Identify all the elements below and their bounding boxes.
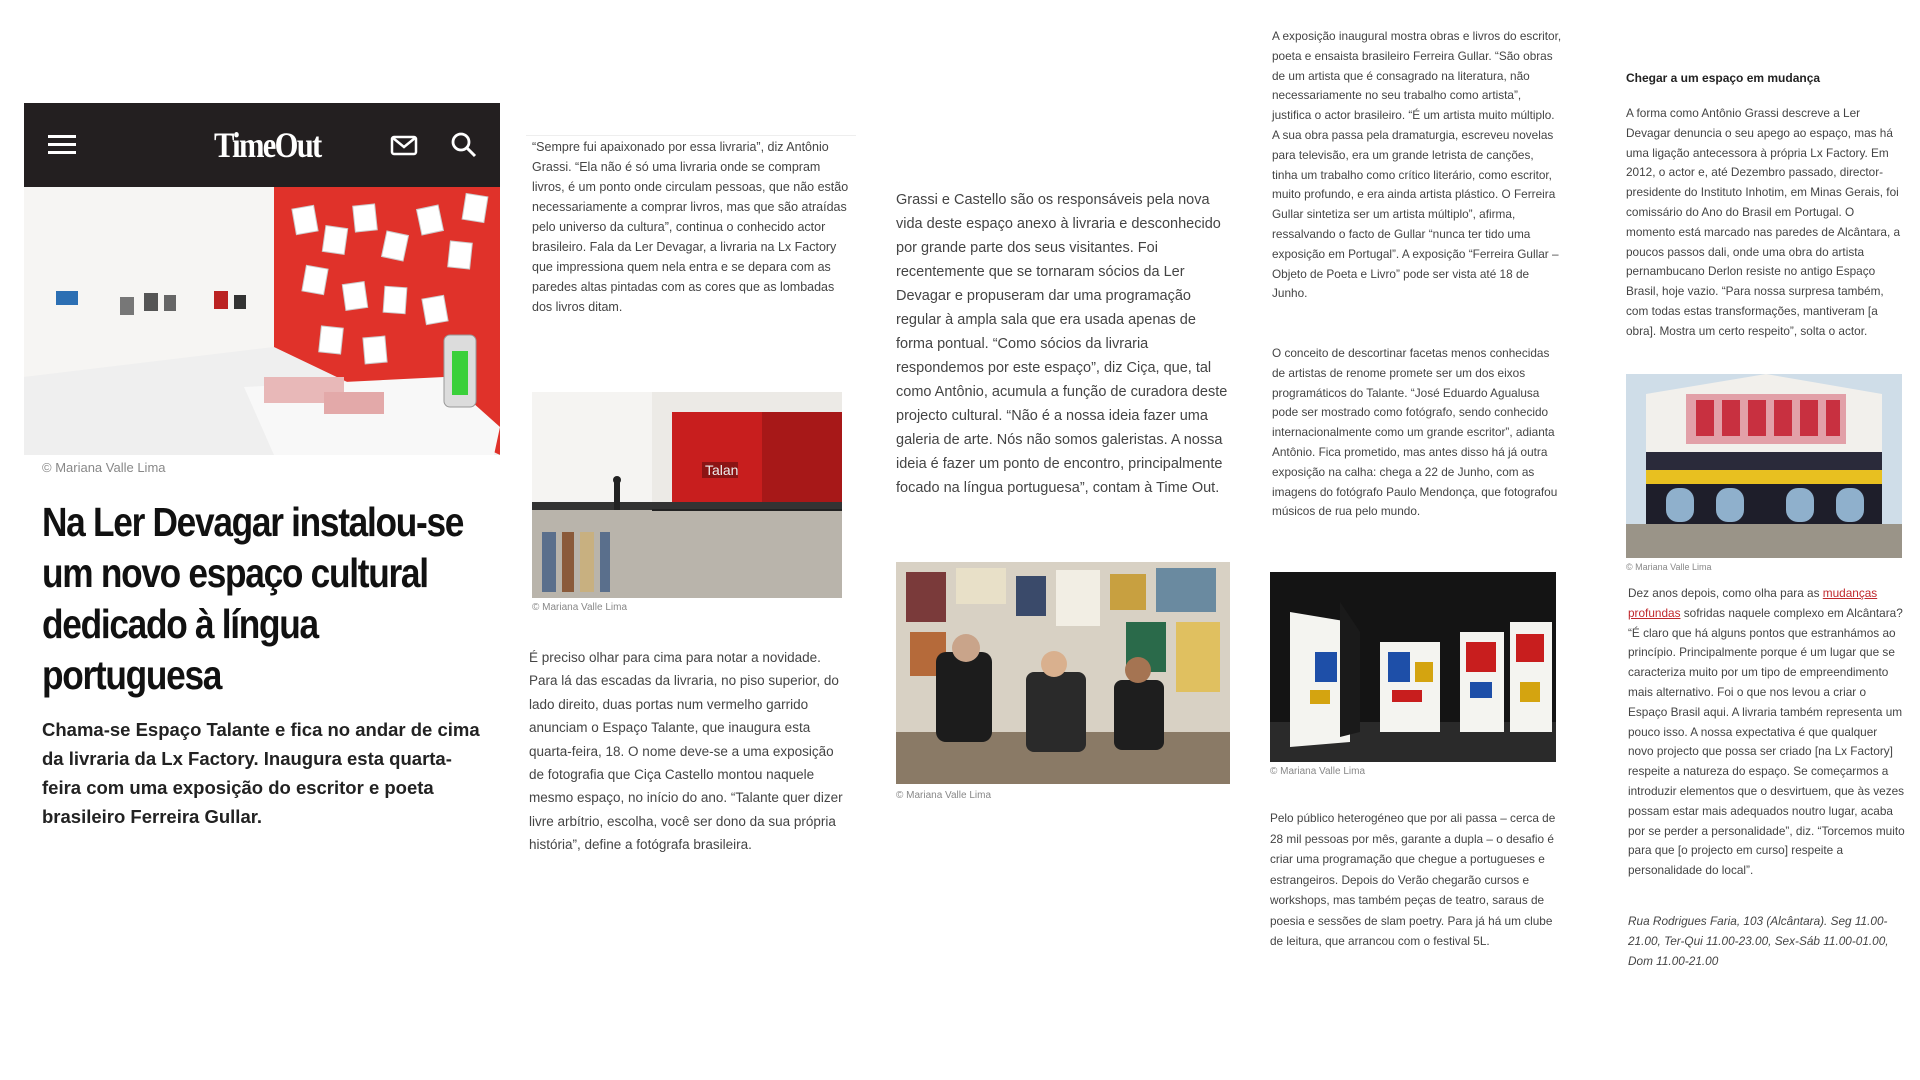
col5-paragraph-2-start: Dez anos depois, como olha para as xyxy=(1628,586,1823,600)
col5-paragraph-2-end: sofridas naquele complexo em Alcântara? “É claro que há alguns pontos que estranhámos ao princípio. Principalmente porque é um lugar que se caracteriza muito por um tipo de empreendimento mais alternativo. Foi o que nos levou a criar o Espaço Brasil aqui. A livraria também representa um pouco isso. A nossa expectativa é que qualquer novo projecto que possa ser criado [na Lx Factory] respeite a natureza do espaço. Se começarmos a introduzir elementos que o desvirtuem, que às vezes possam estar mais adequados noutro lugar, acaba por se perder a personalidade”, diz. “Torcemos muito para que [o projecto em curso] respeite a personalidade do local”. xyxy=(1628,605,1905,878)
section-subheading: Chegar a um espaço em mudança xyxy=(1626,71,1821,85)
gullar-exhibition-photo xyxy=(1270,572,1556,762)
hamburger-menu-icon[interactable] xyxy=(48,135,76,155)
bookstore-interior-photo xyxy=(532,392,842,598)
venue-address-hours: Rua Rodrigues Faria, 103 (Alcântara). Seg 11.00-21.00, Ter-Qui 11.00-23.00, Sex-Sáb 11.00-01.00, Dom 11.00-21.00 xyxy=(1628,914,1889,968)
col3-paragraph-1: Grassi e Castello são os responsáveis pela nova vida deste espaço anexo à livraria e desconhecido por grande parte dos seus visitantes. Foi recentemente que se tornaram sócios da Ler Devagar e propuseram dar uma programação regular à ampla sala que era usada apenas de forma pontual. “Como sócios da livraria respondemos por este espaço”, diz Ciça, que, tal como Antônio, acumula a função de curadora deste projecto cultural. “Não é a nossa ideia fazer uma galeria de arte. Nós não somos galeristas. A nossa ideia é fazer um ponto de encontro, principalmente focado na língua portuguesa”, contam à Time Out. xyxy=(896,192,1228,496)
search-icon[interactable] xyxy=(448,129,480,161)
article-lead: Chama-se Espaço Talante e fica no andar de cima da livraria da Lx Factory. Inaugura esta quarta-feira com uma exposição do escritor e poeta brasileiro Ferreira Gullar. xyxy=(42,719,480,827)
col4-paragraph-1: A exposição inaugural mostra obras e livros do escritor, poeta e ensaista brasileiro Ferreira Gullar. “São obras de um artista que é consagrado na literatura, não necessariamente no seu trabalho como artista”, justifica o actor brasileiro. “É um artista muito múltiplo. A sua obra passa pela dramaturgia, escreveu novelas para televisão, era um grande letrista de canções, tinha um trabalho como crítico literário, como escritor, muito profundo, e era ainda artista plástico. O Ferreira Gullar sintetiza ser um artista múltiplo”, afirma, ressalvando o facto de Gullar “nunca ter tido uma exposição em Portugal”. A exposição “Ferreira Gullar – Objeto de Poeta e Livro” pode ser vista até 18 de Junho. xyxy=(1272,29,1562,301)
col2-paragraph-2: É preciso olhar para cima para notar a novidade. Para lá das escadas da livraria, no piso superior, do lado direito, duas portas num vermelho garrido anunciam o Espaço Talante, que inaugura esta quarta-feira, 18. O nome deve-se a uma exposição de fotografia que Ciça Castello montou naquele mesmo espaço, no início do ano. “Talante quer dizer livre arbítrio, escolha, você ser dono da sua própria história”, define a fotógrafa brasileira. xyxy=(529,650,843,853)
col4-photo-credit: © Mariana Valle Lima xyxy=(1270,766,1365,777)
curators-portrait-photo xyxy=(896,562,1230,784)
mudancas-profundas-link[interactable]: mudanças profundas xyxy=(1628,586,1878,620)
door-sign-text: Talan xyxy=(705,462,739,478)
col5-paragraph-1: A forma como Antônio Grassi descreve a Ler Devagar denuncia o seu apego ao espaço, mas há uma ligação antecessora à própria Lx Factory. Em 2012, o actor e, até Dezembro passado, director-presidente do Instituto Inhotim, em Minas Gerais, foi comissário do Ano do Brasil em Portugal. O momento está marcado nas paredes de Alcântara, a poucos passos dali, onde uma obra do artista pernambucano Derlon resiste no antigo Espaço Brasil, hoje vazio. “Para nossa surpresa também, com todas estas transformações, mantiveram [a obra]. Mostra um certo respeito”, solta o actor. xyxy=(1626,106,1901,338)
col5-paragraph-2 xyxy=(1628,584,1906,881)
espaco-brasil-mural-photo xyxy=(1626,374,1902,558)
mail-icon[interactable] xyxy=(388,129,420,161)
col2-paragraph-1: “Sempre fui apaixonado por essa livraria”, diz Antônio Grassi. “Ela não é só uma livraria onde se compram livros, é um ponto onde circulam pessoas, que não estão necessariamente a comprar livros, mas que são atraídas pelo universo da cultura”, continua o conhecido actor brasileiro. Fala da Ler Devagar, a livraria na Lx Factory que impressiona quem nela entra e se depara com as paredes altas pintadas com as cores que as lombadas dos livros ditam. xyxy=(532,140,849,314)
site-header xyxy=(24,103,500,187)
col5-photo-credit: © Mariana Valle Lima xyxy=(1626,562,1712,572)
col4-paragraph-3: Pelo público heterogéneo que por ali passa – cerca de 28 mil pessoas por mês, garante a dupla – o desafio é criar uma programação que chegue a portugueses e estrangeiros. Depois do Verão chegarão cursos e workshops, mas também peças de teatro, saraus de poesia e sessões de slam poetry. Para já há um clube de leitura, que arrancou com o festival 5L. xyxy=(1270,811,1556,948)
hero-photo-credit: © Mariana Valle Lima xyxy=(42,460,166,475)
hero-photo xyxy=(24,187,500,455)
col2-photo-credit: © Mariana Valle Lima xyxy=(532,602,627,613)
timeout-logo[interactable]: TimeOut xyxy=(214,125,321,165)
col4-paragraph-2: O conceito de descortinar facetas menos conhecidas de artistas de renome promete ser um dos eixos programáticos do Talante. “José Eduardo Agualusa pode ser mostrado como fotógrafo, sendo conhecido internacionalmente como um grande escritor”, adianta Antônio. Fica prometido, mas antes disso há já outra exposição na calha: chega a 22 de Junho, com as imagens do fotógrafo Paulo Mendonça, que fotografou músicos de rua pelo mundo. xyxy=(1272,346,1558,519)
column-divider xyxy=(526,135,856,136)
article-headline: Na Ler Devagar instalou-se um novo espaço cultural dedicado à língua portuguesa xyxy=(42,499,464,698)
col3-photo-credit: © Mariana Valle Lima xyxy=(896,790,991,801)
